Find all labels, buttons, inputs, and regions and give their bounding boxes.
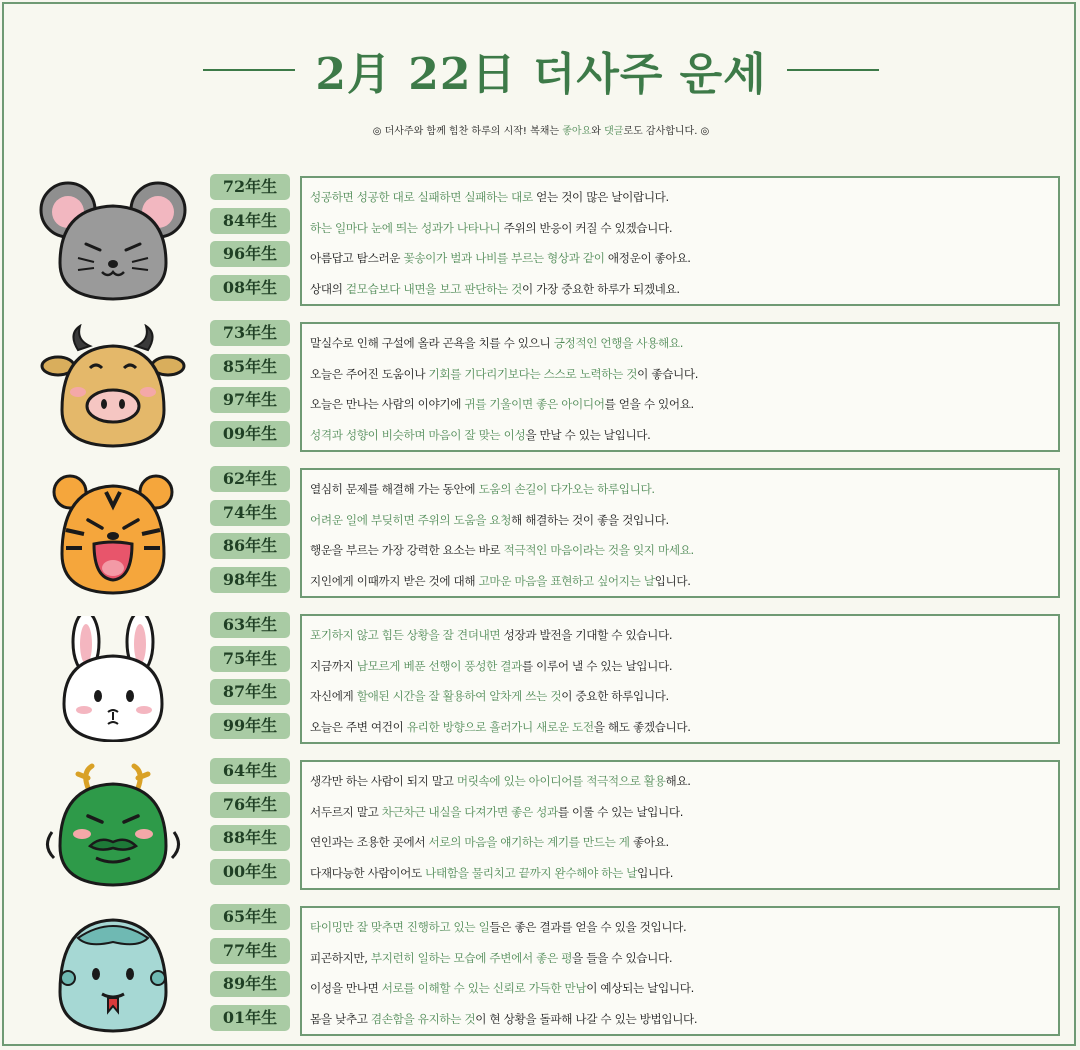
fortune-text: 생각만 하는 사람이 되지 말고 — [310, 774, 457, 788]
birth-year-badge: 86年生 — [210, 533, 290, 559]
fortune-text: 아름답고 탐스러운 — [310, 251, 404, 265]
fortune-highlight: 어려운 일에 부딪히면 주위의 도움을 요청 — [310, 512, 512, 527]
page-frame — [2, 2, 1076, 1046]
fortune-highlight: 겉모습보다 내면을 보고 판단하는 것 — [345, 281, 522, 296]
birth-year-list — [210, 758, 294, 892]
fortune-highlight: 도움의 손길이 다가오는 하루입니다. — [478, 482, 655, 496]
fortune-line — [310, 827, 1058, 858]
fortune-text: 오늘은 만나는 사람의 이야기에 — [310, 397, 465, 411]
fortune-text: 이 중요한 하루입니다. — [561, 689, 669, 703]
fortune-text: 을 해도 좋겠습니다. — [593, 719, 691, 734]
fortune-highlight: 서로를 이해할 수 있는 신뢰로 가득한 만남 — [381, 981, 587, 995]
fortune-line — [310, 620, 1058, 651]
subtitle — [4, 122, 1078, 137]
fortune-line — [310, 243, 1058, 274]
fortune-highlight: 성격과 성향이 비슷하며 마음이 잘 맞는 이성 — [310, 427, 526, 442]
fortune-highlight: 서로의 마음을 얘기하는 계기를 만드는 게 — [428, 835, 630, 849]
fortune-highlight: 나태함을 물리치고 끝까지 완수해야 하는 날 — [425, 865, 638, 880]
birth-year-badge: 08年生 — [210, 275, 290, 301]
fortune-highlight: 부지런히 일하는 모습에 주변에서 좋은 평 — [370, 950, 573, 965]
birth-year-badge: 89年生 — [210, 971, 290, 997]
zodiac-group-snake — [4, 904, 1078, 1036]
birth-year-badge: 88年生 — [210, 825, 290, 851]
birth-year-list — [210, 320, 294, 454]
fortune-text: 주위의 반응이 커질 수 있겠습니다. — [500, 220, 673, 235]
birth-year-badge: 77年生 — [210, 938, 290, 964]
fortune-highlight: 타이밍만 잘 맞추면 진행하고 있는 일 — [310, 920, 490, 934]
birth-year-list — [210, 466, 294, 600]
fortune-line — [310, 182, 1058, 213]
fortune-highlight: 포기하지 않고 힘든 상황을 잘 견뎌내면 — [310, 628, 501, 642]
page-title: 2月 22日 더사주 운세 — [315, 49, 767, 100]
fortune-text: 입니다. — [654, 573, 691, 588]
snake-icon — [38, 908, 188, 1034]
zodiac-group-rabbit — [4, 612, 1078, 744]
subtitle-part: ◎ 더사주와 함께 힘찬 하루의 시작! 복채는 — [372, 126, 563, 137]
rabbit-icon — [38, 616, 188, 742]
fortune-line — [310, 328, 1058, 359]
fortune-line — [310, 420, 1058, 451]
birth-year-badge: 96年生 — [210, 241, 290, 267]
fortune-line — [310, 943, 1058, 974]
fortune-line — [310, 474, 1058, 505]
fortune-text: 들은 좋은 결과를 얻을 수 있을 것입니다. — [489, 920, 687, 934]
fortune-highlight: 할애된 시간을 잘 활용하여 알차게 쓰는 것 — [356, 689, 562, 703]
fortune-box — [300, 322, 1060, 452]
fortune-line — [310, 389, 1058, 420]
fortune-text: 오늘은 주어진 도움이나 — [310, 366, 429, 381]
fortune-highlight: 귀를 기울이면 좋은 아이디어 — [464, 397, 605, 411]
fortune-text: 을 만날 수 있는 날입니다. — [525, 427, 651, 442]
birth-year-badge: 76年生 — [210, 792, 290, 818]
fortune-line — [310, 797, 1058, 828]
fortune-highlight: 기회를 기다리기보다는 스스로 노력하는 것 — [428, 366, 638, 381]
fortune-text: 을 들을 수 있습니다. — [572, 950, 673, 965]
fortune-text: 피곤하지만, — [310, 950, 371, 965]
fortune-highlight: 하는 일마다 눈에 띄는 성과가 나타나니 — [310, 220, 501, 235]
birth-year-badge: 09年生 — [210, 421, 290, 447]
fortune-line — [310, 766, 1058, 797]
subtitle-part: 와 — [591, 126, 605, 137]
birth-year-badge: 98年生 — [210, 567, 290, 593]
fortune-text: 지인에게 이때까지 받은 것에 대해 — [310, 573, 479, 588]
header — [4, 34, 1078, 106]
birth-year-badge: 73年生 — [210, 320, 290, 346]
fortune-text: 애정운이 좋아요. — [604, 251, 691, 265]
birth-year-list — [210, 612, 294, 746]
subtitle-comment-highlight: 댓글 — [604, 126, 624, 137]
birth-year-badge: 64年生 — [210, 758, 290, 784]
tiger-icon — [38, 470, 188, 596]
birth-year-badge: 00年生 — [210, 859, 290, 885]
fortune-line — [310, 505, 1058, 536]
birth-year-badge: 99年生 — [210, 713, 290, 739]
birth-year-badge: 85年生 — [210, 354, 290, 380]
fortune-highlight: 남모르게 베푼 선행이 풍성한 결과 — [356, 658, 522, 673]
title-right-rule — [787, 69, 879, 71]
fortune-highlight: 차근차근 내실을 다져가면 좋은 성과 — [381, 804, 558, 819]
birth-year-badge: 63年生 — [210, 612, 290, 638]
fortune-line — [310, 712, 1058, 743]
fortune-text: 를 얻을 수 있어요. — [604, 397, 694, 411]
fortune-line — [310, 912, 1058, 943]
zodiac-group-ox — [4, 320, 1078, 452]
fortune-box — [300, 614, 1060, 744]
birth-year-badge: 72年生 — [210, 174, 290, 200]
fortune-text: 몸을 낮추고 — [310, 1011, 371, 1026]
fortune-text: 입니다. — [637, 865, 674, 880]
fortune-text: 얻는 것이 많은 날이랍니다. — [532, 190, 669, 204]
zodiac-group-tiger — [4, 466, 1078, 598]
zodiac-group-dragon — [4, 758, 1078, 890]
fortune-highlight: 꽃송이가 벌과 나비를 부르는 형상과 같이 — [403, 251, 605, 265]
fortune-text: 다재다능한 사람이어도 — [310, 865, 426, 880]
fortune-text: 이 현 상황을 돌파해 나갈 수 있는 방법입니다. — [475, 1011, 698, 1026]
fortune-box — [300, 760, 1060, 890]
fortune-text: 서두르지 말고 — [310, 804, 382, 819]
fortune-text: 연인과는 조용한 곳에서 — [310, 835, 429, 849]
fortune-text: 이 예상되는 날입니다. — [586, 981, 694, 995]
fortune-text: 해 해결하는 것이 좋을 것입니다. — [511, 512, 669, 527]
birth-year-badge: 01年生 — [210, 1005, 290, 1031]
fortune-highlight: 적극적인 마음이라는 것을 잊지 마세요. — [503, 543, 694, 557]
fortune-highlight: 머릿속에 있는 아이디어를 적극적으로 활용 — [456, 774, 666, 788]
fortune-line — [310, 359, 1058, 390]
birth-year-badge: 62年生 — [210, 466, 290, 492]
subtitle-part: 로도 감사합니다. ◎ — [623, 126, 710, 137]
birth-year-badge: 97年生 — [210, 387, 290, 413]
fortune-highlight: 겸손함을 유지하는 것 — [370, 1011, 476, 1026]
fortune-text: 를 이룰 수 있는 날입니다. — [557, 804, 684, 819]
fortune-text: 자신에게 — [310, 689, 357, 703]
fortune-highlight: 성공하면 성공한 대로 실패하면 실패하는 대로 — [310, 190, 533, 204]
fortune-text: 상대의 — [310, 281, 346, 296]
birth-year-list — [210, 904, 294, 1038]
fortune-text: 이성을 만나면 — [310, 981, 382, 995]
fortune-text: 좋아요. — [629, 835, 669, 849]
fortune-text: 행운을 부르는 가장 강력한 요소는 바로 — [310, 543, 504, 557]
zodiac-group-rat — [4, 174, 1078, 306]
fortune-text: 말실수로 인해 구설에 올라 곤욕을 치를 수 있으니 — [310, 336, 554, 350]
birth-year-badge: 65年生 — [210, 904, 290, 930]
fortune-highlight: 유리한 방향으로 흘러가니 새로운 도전 — [406, 719, 594, 734]
fortune-text: 를 이루어 낼 수 있는 날입니다. — [521, 658, 673, 673]
subtitle-like-highlight: 좋아요 — [562, 126, 592, 137]
rat-icon — [38, 178, 188, 304]
fortune-line — [310, 213, 1058, 244]
fortune-line — [310, 681, 1058, 712]
title-left-rule — [203, 69, 295, 71]
fortune-text: 성장과 발전을 기대할 수 있습니다. — [500, 628, 673, 642]
birth-year-badge: 74年生 — [210, 500, 290, 526]
fortune-highlight: 긍정적인 언행을 사용해요. — [553, 336, 684, 350]
birth-year-badge: 84年生 — [210, 208, 290, 234]
fortune-line — [310, 858, 1058, 889]
fortune-text: 열심히 문제를 해결해 가는 동안에 — [310, 482, 479, 496]
fortune-box — [300, 906, 1060, 1036]
birth-year-badge: 75年生 — [210, 646, 290, 672]
fortune-line — [310, 973, 1058, 1004]
fortune-text: 오늘은 주변 여건이 — [310, 719, 407, 734]
dragon-icon — [38, 762, 188, 888]
fortune-line — [310, 274, 1058, 305]
fortune-text: 이 가장 중요한 하루가 되겠네요. — [521, 281, 680, 296]
fortune-line — [310, 651, 1058, 682]
fortune-line — [310, 535, 1058, 566]
fortune-text: 해요. — [665, 774, 691, 788]
birth-year-badge: 87年生 — [210, 679, 290, 705]
ox-icon — [38, 324, 188, 450]
fortune-box — [300, 176, 1060, 306]
birth-year-list — [210, 174, 294, 308]
fortune-highlight: 고마운 마음을 표현하고 싶어지는 날 — [478, 573, 655, 588]
fortune-line — [310, 566, 1058, 597]
fortune-text: 이 좋습니다. — [637, 366, 699, 381]
fortune-line — [310, 1004, 1058, 1035]
fortune-box — [300, 468, 1060, 598]
fortune-text: 지금까지 — [310, 658, 357, 673]
